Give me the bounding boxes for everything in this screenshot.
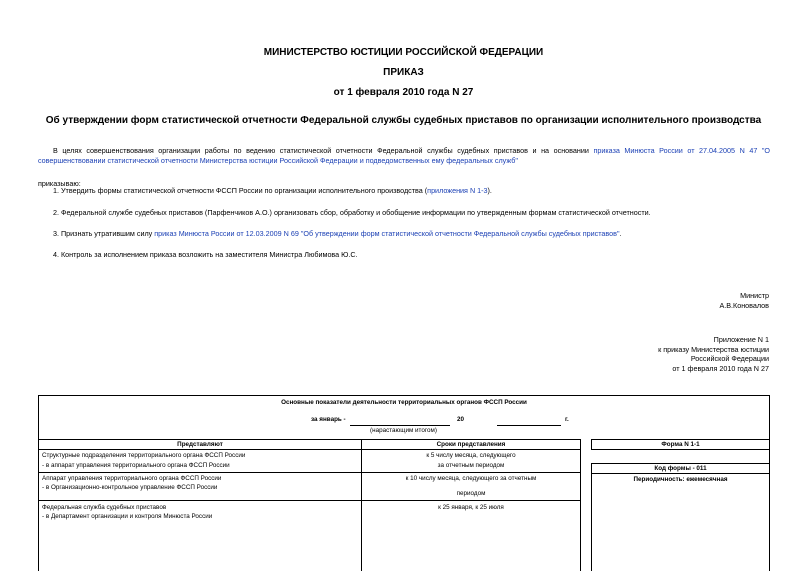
row-1-recipient: - в аппарат управления территориального органа ФССП России [42, 462, 230, 469]
row-2-submitter: Аппарат управления территориального органа ФССП России [42, 475, 222, 482]
cumulative-note: (нарастающим итогом) [370, 427, 437, 434]
item-1-end: ). [487, 186, 492, 195]
item-3-end: . [619, 229, 622, 238]
item-3 [53, 229, 773, 239]
order-title: ПРИКАЗ [383, 67, 424, 78]
period-label: за январь - [311, 416, 346, 423]
periodicity: Периодичность: ежемесячная [633, 476, 728, 483]
appendix-line-4: от 1 февраля 2010 года N 27 [672, 364, 769, 373]
year-blank[interactable] [497, 425, 561, 426]
item-3-text: 3. Признать утратившим силу [53, 229, 155, 238]
row-2-recipient: - в Организационно-контрольное управление ФССП России [42, 484, 218, 491]
col-deadlines-label: Сроки представления [436, 441, 506, 448]
order-date: от 1 февраля 2010 года N 27 [333, 87, 474, 98]
form-number-label: Форма N 1-1 [661, 441, 700, 448]
appendix-line-3: Российской Федерации [690, 354, 769, 363]
signature-position: Министр [740, 291, 769, 300]
row-3-recipient: - в Департамент организации и контроля Минюста России [42, 513, 213, 520]
appendix-link[interactable]: приложения N 1-3 [427, 186, 488, 195]
intro-text: В целях совершенствования организации работы по ведению статистической отчетности Федеральной службы судебных приставов и на основании [53, 146, 594, 155]
period-blank[interactable] [350, 425, 450, 426]
signature-name: А.В.Коновалов [719, 301, 769, 310]
item-2: 2. Федеральной службе судебных приставов (Парфенчиков А.О.) организовать сбор, обработку и обобщение информации по утвержденным формам статистической отчетности. [53, 208, 651, 217]
grid-row-sep-2 [38, 500, 581, 501]
ministry-title: МИНИСТЕРСТВО ЮСТИЦИИ РОССИЙСКОЙ ФЕДЕРАЦИИ [263, 47, 544, 58]
row-3-submitter: Федеральная служба судебных приставов [42, 504, 167, 511]
appendix-line-1: Приложение N 1 [713, 335, 769, 344]
year-prefix: 20 [457, 416, 465, 423]
year-suffix: г. [565, 416, 569, 423]
appendix-line-2: к приказу Министерства юстиции [658, 345, 769, 354]
row-1-deadline-2: за отчетным периодом [437, 462, 505, 469]
item-1-text: 1. Утвердить формы статистической отчетности ФССП России по организации исполнительного производства ( [53, 186, 428, 195]
row-1-submitter: Структурные подразделения территориального органа ФССП России [42, 452, 246, 459]
grid-row-sep-1 [38, 472, 581, 473]
periodicity-cell [591, 473, 770, 571]
form-heading: Основные показатели деятельности территориальных органов ФССП России [281, 399, 527, 406]
col-submitters-label: Представляют [177, 441, 223, 448]
intro-paragraph [38, 146, 770, 166]
row-2-deadline-2: периодом [456, 490, 486, 497]
row-2-deadline: к 10 числу месяца, следующего за отчетным [405, 475, 537, 482]
grid-line-left [38, 449, 39, 571]
row-3-deadline: к 25 января, к 25 июля [438, 504, 504, 511]
row-1-deadline: к 5 числу месяца, следующего [426, 452, 516, 459]
document-title: Об утверждении форм статистической отчетности Федеральной службы судебных приставов по организации исполнительного производства [45, 115, 762, 126]
form-code: Код формы - 011 [654, 465, 707, 472]
order-47-link[interactable]: приказа Минюста России от 27.04.2005 N 47 "О совершенствовании статистической отчетности Министерства юстиции Российской Федерации и подведомственных ему федеральных служб" [38, 146, 771, 165]
order-69-link[interactable]: приказ Минюста России от 12.03.2009 N 69 "Об утверждении форм статистической отчетности Федеральной службы судебных приставов" [154, 229, 620, 238]
item-1 [53, 186, 773, 196]
item-4: 4. Контроль за исполнением приказа возложить на заместителя Министра Любимова Ю.С. [53, 250, 358, 259]
order-word: приказываю: [38, 179, 81, 188]
